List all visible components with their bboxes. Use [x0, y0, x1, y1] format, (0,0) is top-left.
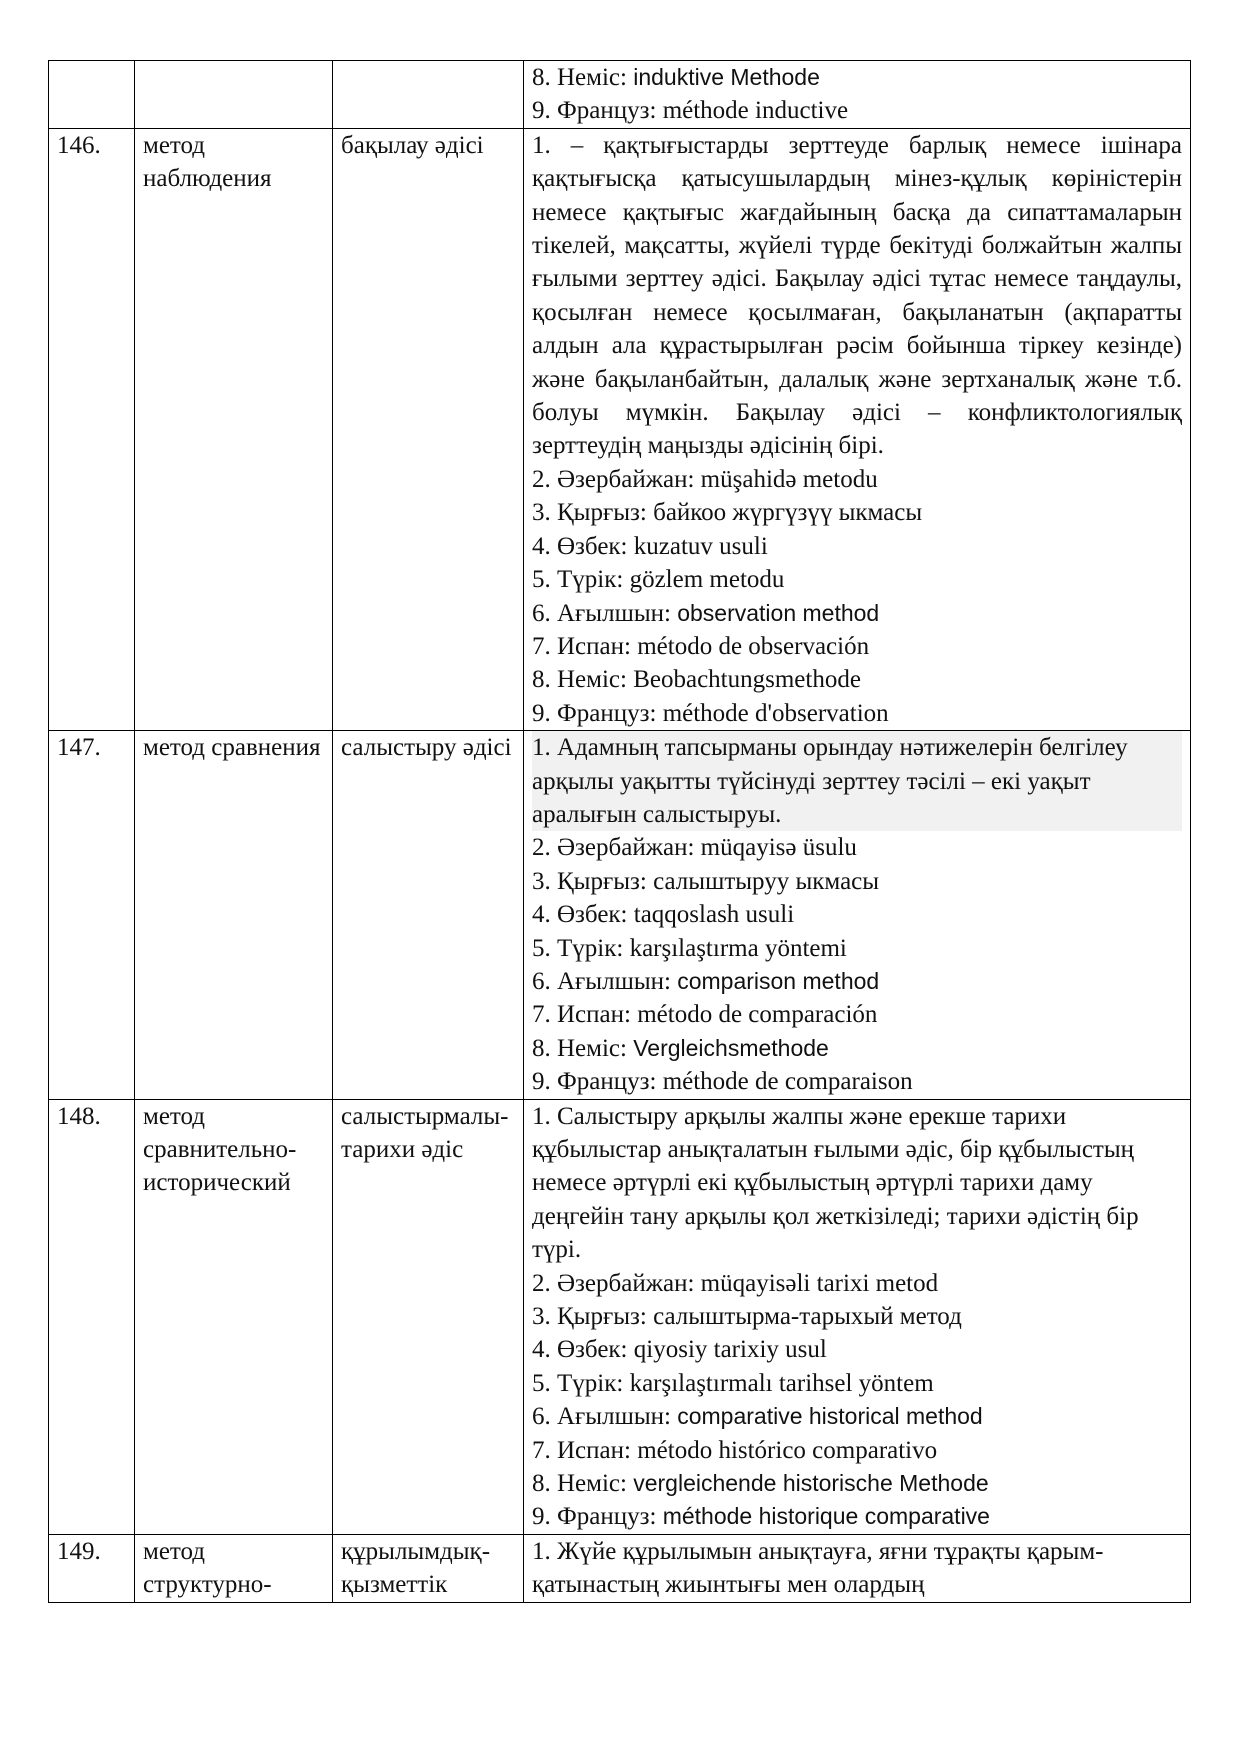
translation-language: 3. Қырғыз: [532, 1303, 654, 1331]
translation-term: comparison method [677, 967, 880, 994]
translation-line [532, 1300, 1182, 1333]
translation-line [532, 663, 1182, 696]
translation-language: 5. Түрік: [532, 934, 630, 962]
translation-language: 6. Ағылшын: [532, 599, 678, 627]
translation-term: gözlem metodu [629, 566, 785, 594]
translation-line [532, 597, 1182, 630]
translation-language: 2. Әзербайжан: [532, 1269, 701, 1297]
translation-language: 6. Ағылшын: [532, 1403, 678, 1431]
translation-term: méthode de comparaison [662, 1068, 913, 1096]
translation-line [532, 61, 1182, 94]
translation-term: método de observación [637, 632, 870, 660]
translation-term: müqayisəli tarixi metod [700, 1269, 939, 1297]
translation-line [532, 1065, 1182, 1098]
translation-term: müqayisə üsulu [700, 834, 857, 862]
definition-cell [524, 61, 1191, 129]
translation-term: салыштыруу ыкмасы [653, 867, 880, 895]
translation-term: Beobachtungsmethode [633, 666, 861, 694]
translation-line [532, 898, 1182, 931]
kazakh-term: салыстыру әдісі [333, 731, 524, 1099]
translation-language: 3. Қырғыз: [532, 499, 654, 527]
translation-line [532, 1333, 1182, 1366]
translation-term: méthode historique comparative [662, 1503, 990, 1530]
translation-term: vergleichende historische Methode [633, 1470, 989, 1497]
translation-term: karşılaştırma yöntemi [629, 934, 847, 962]
translation-line [532, 94, 1182, 127]
entry-number [49, 61, 135, 129]
translation-language: 3. Қырғыз: [532, 867, 654, 895]
translation-language: 4. Өзбек: [532, 1336, 634, 1364]
entry-number: 146. [49, 128, 135, 730]
translation-language: 5. Түрік: [532, 566, 630, 594]
translation-line [532, 1032, 1182, 1065]
table-row [49, 128, 1191, 730]
russian-term [135, 61, 333, 129]
translation-term: müşahidə metodu [700, 465, 878, 493]
translation-line [532, 630, 1182, 663]
translation-line [532, 932, 1182, 965]
translation-line [532, 1400, 1182, 1433]
translation-term: induktive Methode [633, 64, 820, 90]
translation-language: 7. Испан: [532, 1001, 638, 1029]
entry-number: 147. [49, 731, 135, 1099]
russian-term: метод наблюдения [135, 128, 333, 730]
translation-language: 7. Испан: [532, 632, 638, 660]
translation-line [532, 1467, 1182, 1500]
translation-term: байкоо жүргүзүү ыкмасы [653, 499, 923, 527]
translation-language: 8. Неміс: [532, 666, 634, 694]
translation-term: taqqoslash usuli [633, 901, 795, 929]
definition-cell [524, 1099, 1191, 1534]
translation-term: comparative historical method [677, 1403, 983, 1430]
translation-term: Vergleichsmethode [633, 1034, 829, 1061]
translation-language: 8. Неміс: [532, 1034, 634, 1062]
translation-term: qiyosiy tarixiy usul [633, 1336, 827, 1364]
definition-text: 1. – қақтығыстарды зерттеуде барлық немесе ішінара қақтығысқа қатысушылардың мінез-құлық көріністерін немесе қақтығыс жағдайының басқа да сипаттамаларын тікелей, мақсатты, жүйелі түрде бекітуді болжайтын жалпы ғылыми зерттеу әдісі. Бақылау әдісі тұтас немесе таңдаулы, қосылған немесе қосылмаған, бақыланатын (ақпаратты алдын ала құрастырылған рәсім бойынша тіркеу кезінде) және бақыланбайтын, далалық және зертханалық және т.б. болуы мүмкін. Бақылау әдісі – конфликтологиялық зерттеудің маңызды әдісінің бірі. [532, 131, 1182, 460]
entry-number: 149. [49, 1534, 135, 1602]
translation-line [532, 998, 1182, 1031]
definition-text: 1. Адамның тапсырманы орындау нәтижелерін белгілеу арқылы уақытты түйсінуді зерттеу тәсілі – екі уақыт аралығын салыстыруы. [532, 731, 1182, 831]
definition-cell [524, 731, 1191, 1099]
table-row [49, 1534, 1191, 1602]
translation-language: 9. Француз: [532, 97, 663, 125]
translation-line [532, 1434, 1182, 1467]
translation-language: 6. Ағылшын: [532, 967, 678, 995]
definition-text: 1. Жүйе құрылымын анықтауға, яғни тұрақты қарым-қатынастың жиынтығы мен олардың [532, 1537, 1104, 1599]
kazakh-term: құрылымдық-қызметтік [333, 1534, 524, 1602]
translation-language: 9. Француз: [532, 1503, 663, 1531]
translation-line [532, 1367, 1182, 1400]
russian-term: метод сравнения [135, 731, 333, 1099]
translation-term: método histórico comparativo [637, 1436, 938, 1464]
kazakh-term: бақылау әдісі [333, 128, 524, 730]
translation-language: 9. Француз: [532, 699, 663, 727]
translation-term: méthode inductive [662, 97, 849, 125]
table-row [49, 1099, 1191, 1534]
translation-language: 7. Испан: [532, 1436, 638, 1464]
kazakh-term: салыстырмалы-тарихи әдіс [333, 1099, 524, 1534]
translation-language: 4. Өзбек: [532, 901, 634, 929]
translation-language: 8. Неміс: [532, 64, 634, 91]
terms-table [48, 60, 1191, 1603]
definition-cell [524, 1534, 1191, 1602]
translation-line [532, 496, 1182, 529]
translation-line [532, 530, 1182, 563]
translation-line [532, 865, 1182, 898]
translation-term: салыштырма-тарыхый метод [653, 1303, 962, 1331]
translation-language: 4. Өзбек: [532, 532, 634, 560]
table-row [49, 61, 1191, 129]
translation-line [532, 697, 1182, 730]
definition-cell [524, 128, 1191, 730]
translation-line [532, 463, 1182, 496]
translation-term: méthode d'observation [662, 699, 889, 727]
translation-term: karşılaştırmalı tarihsel yöntem [629, 1369, 934, 1397]
translation-language: 5. Түрік: [532, 1369, 630, 1397]
translation-line [532, 563, 1182, 596]
translation-language: 2. Әзербайжан: [532, 465, 701, 493]
translation-term: observation method [677, 599, 880, 626]
translation-line [532, 831, 1182, 864]
kazakh-term [333, 61, 524, 129]
translation-term: método de comparación [637, 1001, 878, 1029]
translation-line [532, 1500, 1182, 1533]
translation-term: kuzatuv usuli [633, 532, 768, 560]
translation-line [532, 965, 1182, 998]
translation-language: 9. Француз: [532, 1068, 663, 1096]
translation-language: 8. Неміс: [532, 1470, 634, 1498]
translation-line [532, 1267, 1182, 1300]
entry-number: 148. [49, 1099, 135, 1534]
translation-language: 2. Әзербайжан: [532, 834, 701, 862]
russian-term: метод структурно- [135, 1534, 333, 1602]
definition-text: 1. Салыстыру арқылы жалпы және ерекше тарихи құбылыстар анықталатын ғылыми әдіс, бір құбылыстың немесе әртүрлі екі құбылыстың әртүрлі тарихи даму деңгейін тану арқылы қол жеткізіледі; тарихи әдістің бір түрі. [532, 1102, 1139, 1264]
table-row [49, 731, 1191, 1099]
russian-term: метод сравнительно-исторический [135, 1099, 333, 1534]
